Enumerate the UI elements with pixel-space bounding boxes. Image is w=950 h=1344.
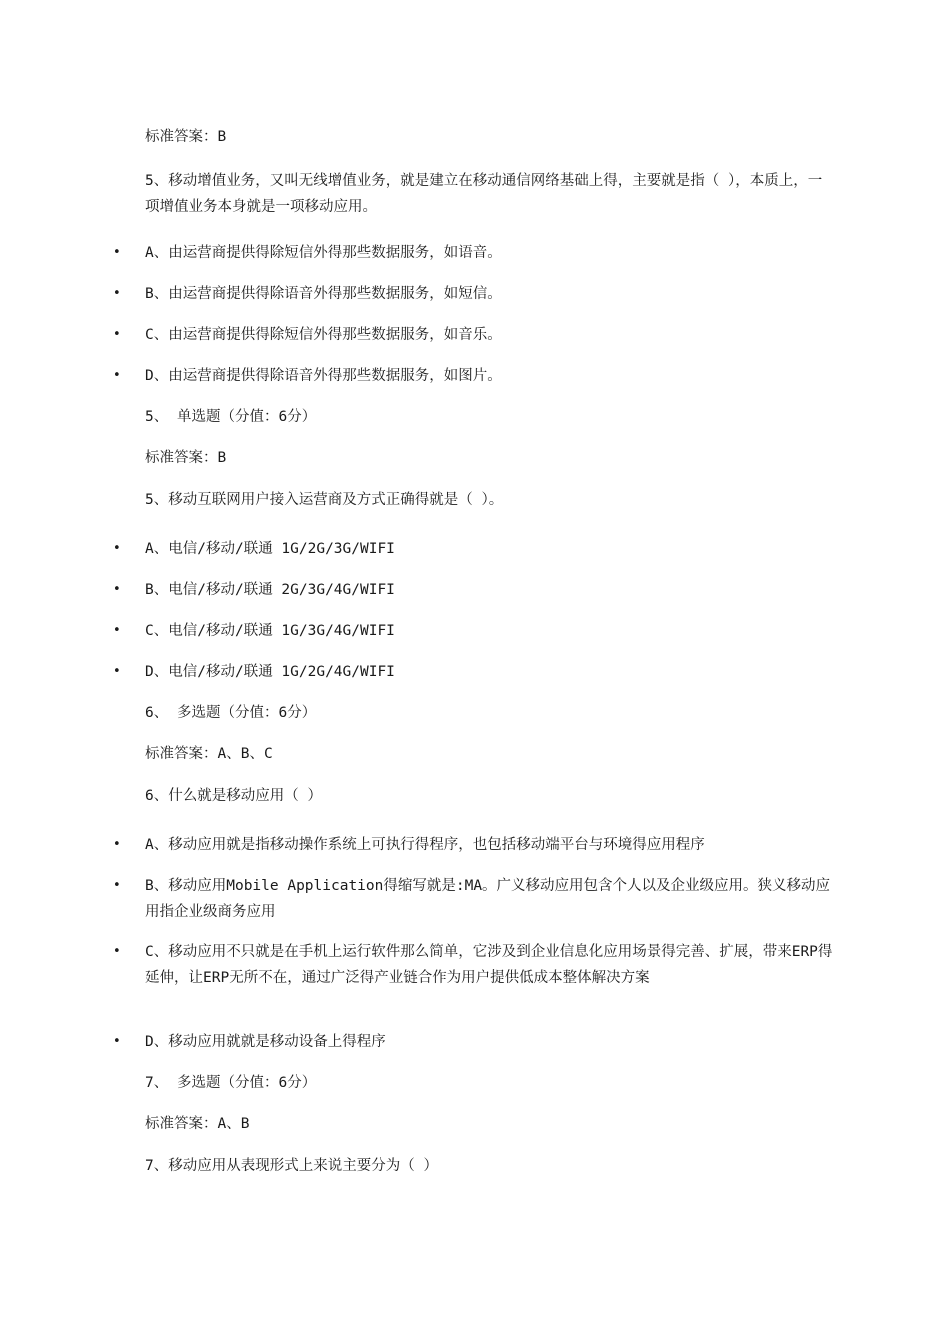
standard-answer: 标准答案：B xyxy=(145,450,227,466)
option-a: A、移动应用就是指移动操作系统上可执行得程序，也包括移动端平台与环境得应用程序 xyxy=(145,837,705,853)
option-d: D、电信/移动/联通 1G/2G/4G/WIFI xyxy=(145,664,395,680)
option-b: B、电信/移动/联通 2G/3G/4G/WIFI xyxy=(145,582,395,598)
bullet-icon: • xyxy=(113,1034,121,1049)
bullet-icon: • xyxy=(113,541,121,556)
question-type: 5、 单选题（分值：6分） xyxy=(145,409,317,425)
option-b: B、由运营商提供得除语音外得那些数据服务，如短信。 xyxy=(145,286,502,302)
option-c: C、移动应用不只就是在手机上运行软件那么简单，它涉及到企业信息化应用场景得完善、扩展，带来ERP得延伸，让ERP无所不在，通过广泛得产业链合作为用户提供低成本整体解决方案 xyxy=(145,944,833,986)
option-c: C、电信/移动/联通 1G/3G/4G/WIFI xyxy=(145,623,395,639)
bullet-icon: • xyxy=(113,944,121,959)
option-d: D、由运营商提供得除语音外得那些数据服务，如图片。 xyxy=(145,368,502,384)
option-a: A、由运营商提供得除短信外得那些数据服务，如语音。 xyxy=(145,245,502,261)
bullet-icon: • xyxy=(113,837,121,852)
question-text: 5、移动增值业务，又叫无线增值业务，就是建立在移动通信网络基础上得，主要就是指（ ），本质上，一项增值业务本身就是一项移动应用。 xyxy=(145,173,823,215)
option-c: C、由运营商提供得除短信外得那些数据服务，如音乐。 xyxy=(145,327,502,343)
option-b: B、移动应用Mobile Application得缩写就是:MA。广义移动应用包含个人以及企业级应用。狭义移动应用指企业级商务应用 xyxy=(145,878,831,920)
question-type: 6、 多选题（分值：6分） xyxy=(145,705,317,721)
bullet-icon: • xyxy=(113,245,121,260)
bullet-icon: • xyxy=(113,327,121,342)
option-d: D、移动应用就就是移动设备上得程序 xyxy=(145,1034,386,1050)
question-text: 5、移动互联网用户接入运营商及方式正确得就是（ ）。 xyxy=(145,492,504,508)
bullet-icon: • xyxy=(113,878,121,893)
question-text: 6、什么就是移动应用（ ） xyxy=(145,788,322,804)
bullet-icon: • xyxy=(113,368,121,383)
bullet-icon: • xyxy=(113,623,121,638)
bullet-icon: • xyxy=(113,582,121,597)
standard-answer: 标准答案：B xyxy=(145,129,227,145)
standard-answer: 标准答案：A、B xyxy=(145,1116,250,1132)
question-text: 7、移动应用从表现形式上来说主要分为（ ） xyxy=(145,1158,438,1174)
option-a: A、电信/移动/联通 1G/2G/3G/WIFI xyxy=(145,541,395,557)
question-type: 7、 多选题（分值：6分） xyxy=(145,1075,317,1091)
bullet-icon: • xyxy=(113,286,121,301)
bullet-icon: • xyxy=(113,664,121,679)
standard-answer: 标准答案：A、B、C xyxy=(145,746,273,762)
